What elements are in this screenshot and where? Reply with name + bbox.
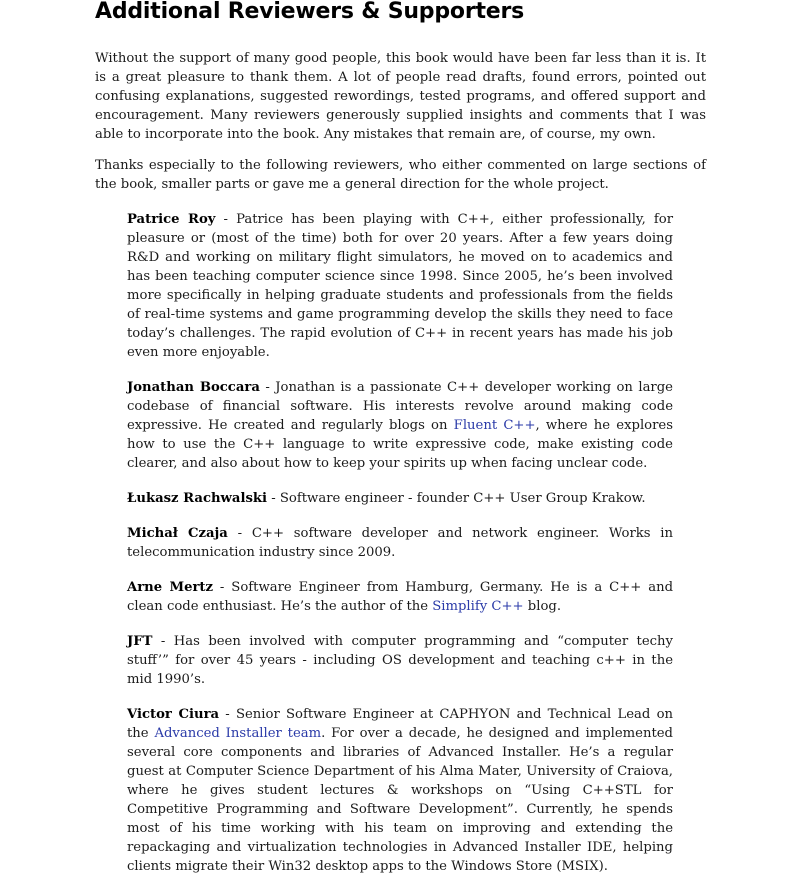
- separator: -: [219, 707, 236, 722]
- intro-section: [95, 49, 706, 194]
- reviewer-entry: [127, 578, 673, 616]
- reviewer-entry: [127, 524, 673, 562]
- fluent-cpp-link[interactable]: Fluent C++: [453, 418, 536, 433]
- reviewer-name: Arne Mertz: [127, 580, 213, 595]
- reviewer-description-continued: . For over a decade, he designed and implemented several core components and libraries of Advanced Installer. He’s a regular guest at Computer Science Department of his Alma Mater, University of Craiova, where he gives student lectures & workshops on “Using C++STL for Competitive Programming and Software Development”. Currently, he spends most of his time working with his team on improving and extending the repackaging and virtualization technologies in Advanced Installer IDE, helping clients migrate their Win32 desktop apps to the Windows Store (MSIX).: [127, 726, 674, 874]
- separator: -: [259, 380, 276, 395]
- reviewer-name: Jonathan Boccara: [127, 380, 260, 395]
- reviewer-name: Michał Czaja: [127, 526, 228, 541]
- intro-paragraph: Thanks especially to the following reviewers, who either commented on large sections of the book, smaller parts or gave me a general direction for the whole project.: [95, 158, 706, 192]
- separator: -: [215, 212, 237, 227]
- separator: -: [213, 580, 232, 595]
- reviewer-description-continued: blog.: [523, 599, 562, 614]
- reviewer-name: Victor Ciura: [127, 707, 220, 722]
- advanced-installer-link[interactable]: Advanced Installer team: [154, 726, 322, 741]
- separator: -: [227, 526, 252, 541]
- reviewer-description: Software engineer - founder C++ User Group Krakow.: [279, 491, 646, 506]
- reviewer-name: Patrice Roy: [127, 212, 216, 227]
- separator: -: [267, 491, 280, 506]
- reviewer-entry: [127, 705, 673, 876]
- reviewer-description: Senior Software Engineer at CAPHYON and Technical Lead on the: [127, 707, 673, 741]
- separator: -: [152, 634, 174, 649]
- intro-paragraph: Without the support of many good people, this book would have been far less than it is. It is a great pleasure to thank them. A lot of people read drafts, found errors, pointed out confusing explanations, suggested rewordings, tested programs, and offered support and encouragement. Many reviewers generously supplied insights and comments that I was able to incorporate into the book. Any mistakes that remain are, of course, my own.: [95, 51, 706, 142]
- reviewer-entry: [127, 210, 673, 362]
- reviewer-entry: [127, 632, 673, 689]
- reviewer-list: [127, 210, 673, 876]
- simplify-cpp-link[interactable]: Simplify C++: [432, 599, 524, 614]
- reviewer-description: Jonathan is a passionate C++ developer working on large codebase of financial software. His interests revolve around making code expressive. He created and regularly blogs on: [127, 380, 673, 433]
- document-page: [95, 0, 706, 892]
- reviewer-description: C++ software developer and network engineer. Works in telecommunication industry since 2009.: [127, 526, 674, 560]
- reviewer-description: Patrice has been playing with C++, either professionally, for pleasure or (most of the time) both for over 20 years. After a few years doing R&D and working on military flight simulators, he moved on to academics and has been teaching computer science since 1998. Since 2005, he’s been involved more specifically in helping graduate students and professionals from the fields of real-time systems and game programming develop the skills they need to face today’s challenges. The rapid evolution of C++ in recent years has made his job even more enjoyable.: [127, 212, 674, 360]
- reviewer-entry: [127, 378, 673, 473]
- page-title: Additional Reviewers & Supporters: [95, 0, 525, 24]
- reviewer-description-continued: , where he explores how to use the C++ language to write expressive code, make existing code clearer, and also about how to keep your spirits up when facing unclear code.: [127, 418, 673, 471]
- reviewer-name: Łukasz Rachwalski: [127, 491, 268, 506]
- reviewer-name: JFT: [127, 634, 153, 649]
- reviewer-entry: [127, 489, 673, 508]
- reviewer-description: Has been involved with computer programming and “computer techy stuff’” for over 45 years - including OS development and teaching c++ in the mid 1990’s.: [127, 634, 673, 687]
- reviewer-description: Software Engineer from Hamburg, Germany. He is a C++ and clean code enthusiast. He’s the author of the: [127, 580, 674, 614]
